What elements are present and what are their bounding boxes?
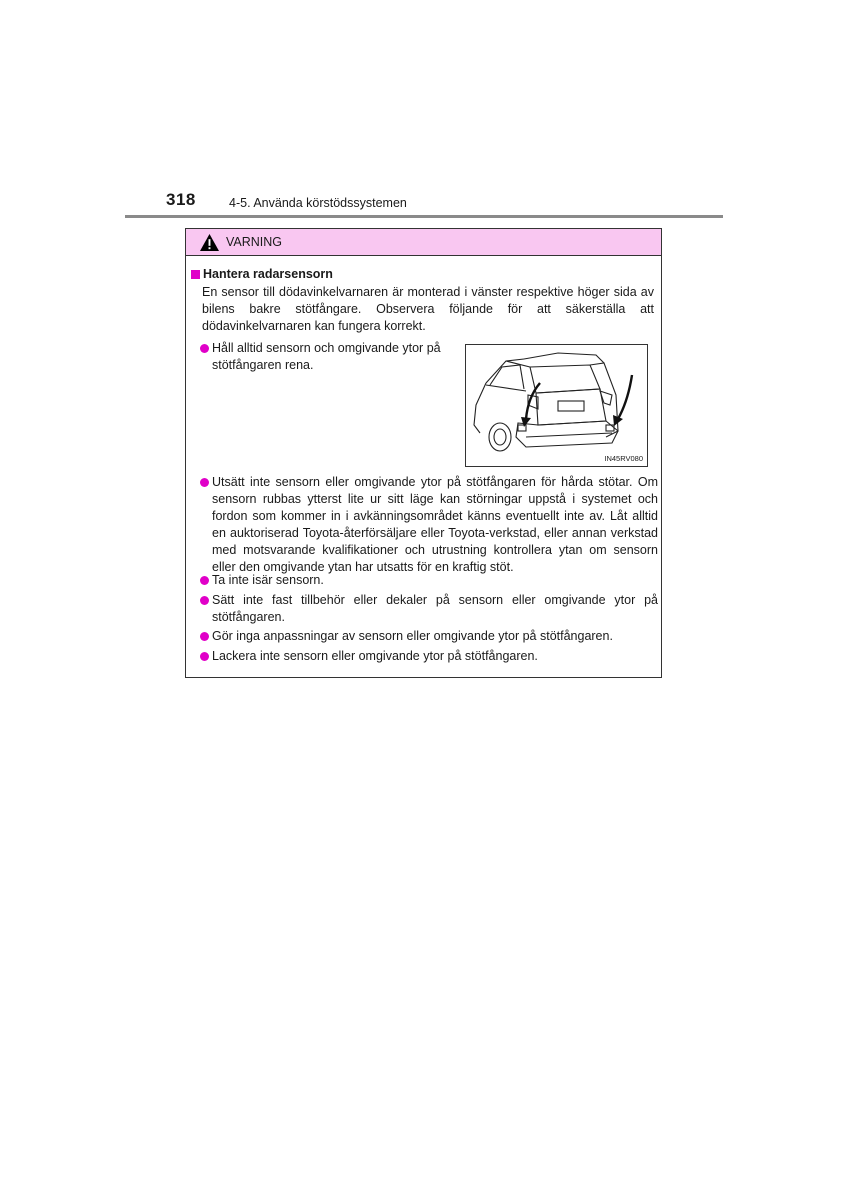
list-item-text: Lackera inte sensorn eller omgivande ytor på stötfångaren. [212, 649, 538, 663]
pink-square-icon [191, 270, 200, 279]
list-item-text: Gör inga anpassningar av sensorn eller omgivande ytor på stötfångaren. [212, 629, 613, 643]
pink-circle-bullet-icon [200, 576, 209, 585]
list-item [200, 572, 658, 589]
sub-heading-text: Hantera radarsensorn [203, 267, 333, 281]
pink-circle-bullet-icon [200, 596, 209, 605]
warning-triangle-icon [199, 233, 220, 252]
pink-circle-bullet-icon [200, 652, 209, 661]
page-number: 318 [166, 190, 196, 209]
warning-label: VARNING [226, 235, 283, 249]
sub-heading [191, 267, 333, 281]
list-item-text: Sätt inte fast tillbehör eller dekaler på sensorn eller omgivande ytor på stötfångaren. [212, 593, 658, 624]
list-item [200, 474, 658, 576]
warning-box [185, 228, 662, 678]
car-rear-sensor-illustration [466, 345, 647, 455]
pink-circle-bullet-icon [200, 478, 209, 487]
list-item-text: Ta inte isär sensorn. [212, 573, 324, 587]
list-item [200, 592, 658, 626]
list-item-text: Håll alltid sensorn och omgivande ytor på stötfångaren rena. [212, 341, 441, 372]
header-rule [125, 215, 723, 218]
list-item [200, 648, 658, 665]
list-item-text: Utsätt inte sensorn eller omgivande ytor på stötfångaren för hårda stötar. Om sensorn rubbas ytterst lite ur sitt läge kan störningar uppstå i systemet och fordon som kommer in i avkänningsområdet känns eventuellt inte av. Låt alltid en auktoriserad Toyota-återförsäljare eller Toyota-verkstad, eller annan verkstad med motsvarande kvalifikationer och utrustning kontrollera ytan om sensorn eller den omgivande ytan har utsatts för en kraftig stöt. [212, 475, 658, 574]
rear-car-illustration [465, 344, 648, 467]
figure-code: IN45RV080 [604, 454, 643, 463]
section-title: 4-5. Använda körstödssystemen [229, 196, 407, 210]
pink-circle-bullet-icon [200, 632, 209, 641]
intro-paragraph: En sensor till dödavinkelvarnaren är monterad i vänster respektive höger sida av bilens bakre stötfångare. Observera följande för att säkerställa att dödavinkelvarnaren kan fungera korrekt. [202, 285, 654, 333]
list-item [200, 628, 658, 645]
list-item [200, 340, 462, 374]
pink-circle-bullet-icon [200, 344, 209, 353]
warning-header [186, 229, 661, 256]
